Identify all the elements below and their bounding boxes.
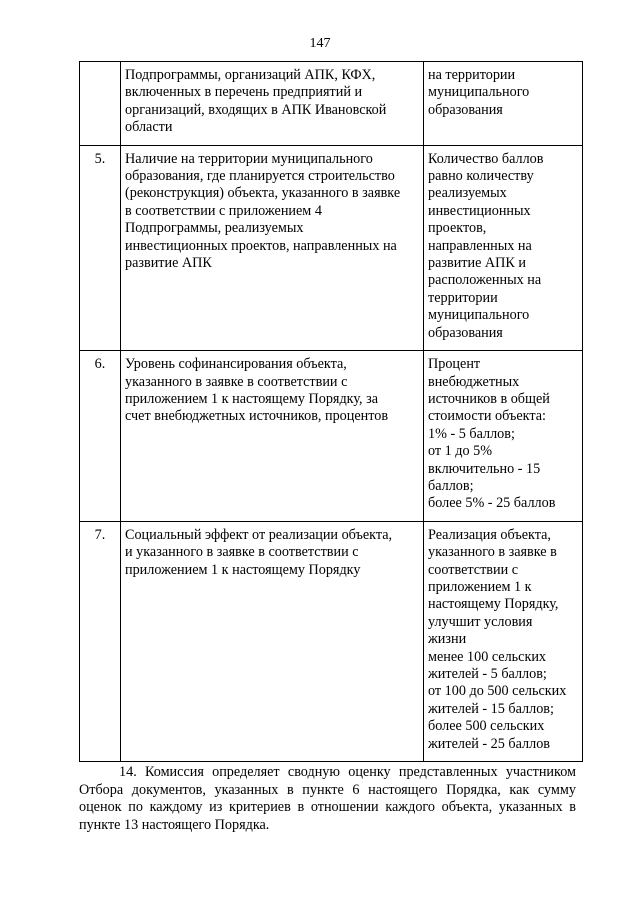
paragraph-14: 14. Комиссия определяет сводную оценку представленных участником Отбора документов, указанных в пункте 6 настоящего Порядка, как сумму оценок по каждому из критериев в отношении каждого объекта, указанных в пункте 13 настоящего Порядка. — [79, 764, 576, 833]
criterion-cell — [121, 62, 424, 146]
criterion-cell — [121, 145, 424, 350]
row-number — [80, 62, 121, 146]
table-row — [80, 351, 583, 522]
row-number: 5. — [80, 145, 121, 350]
score-text: Количество баллов равно количеству реализуемых инвестиционных проектов, направленных на развитие АПК и расположенных на территории муниципального образования — [428, 150, 544, 341]
score-text: Процент внебюджетных источников в общей стоимости объекта: 1% - 5 баллов; от 1 до 5% включительно - 15 баллов; более 5% - 25 баллов — [428, 356, 556, 512]
table-row — [80, 145, 583, 350]
score-cell — [424, 145, 583, 350]
score-text: на территории муниципального образования — [428, 67, 530, 118]
score-cell — [424, 62, 583, 146]
criterion-text: Наличие на территории муниципального образования, где планируется строительство (реконструкция) объекта, указанного в заявке в соответствии с приложением 4 Подпрограммы, реализуемых инвестиционных проектов, направленных на развитие АПК — [125, 150, 401, 272]
page-number: 147 — [309, 36, 331, 51]
criterion-cell — [121, 351, 424, 522]
row-number: 6. — [80, 351, 121, 522]
criterion-text: Социальный эффект от реализации объекта, и указанного в заявке в соответствии с приложением 1 к настоящему Порядку — [125, 526, 393, 578]
criterion-text: Подпрограммы, организаций АПК, КФХ, включенных в перечень предприятий и организаций, входящих в АПК Ивановской области — [125, 67, 387, 136]
criteria-table — [79, 61, 583, 762]
score-cell — [424, 351, 583, 522]
score-cell — [424, 521, 583, 761]
table-row — [80, 521, 583, 761]
criterion-text: Уровень софинансирования объекта, указанного в заявке в соответствии с приложением 1 к настоящему Порядку, за счет внебюджетных источников, процентов — [125, 356, 389, 425]
table-row — [80, 62, 583, 146]
criterion-cell — [121, 521, 424, 761]
score-text: Реализация объекта, указанного в заявке в соответствии с приложением 1 к настоящему Порядку, улучшит условия жизни менее 100 сельских жителей - 5 баллов; от 100 до 500 сельских жителей - 15 баллов; более 500 сельских жителей - 25 баллов — [428, 526, 567, 752]
row-number: 7. — [80, 521, 121, 761]
